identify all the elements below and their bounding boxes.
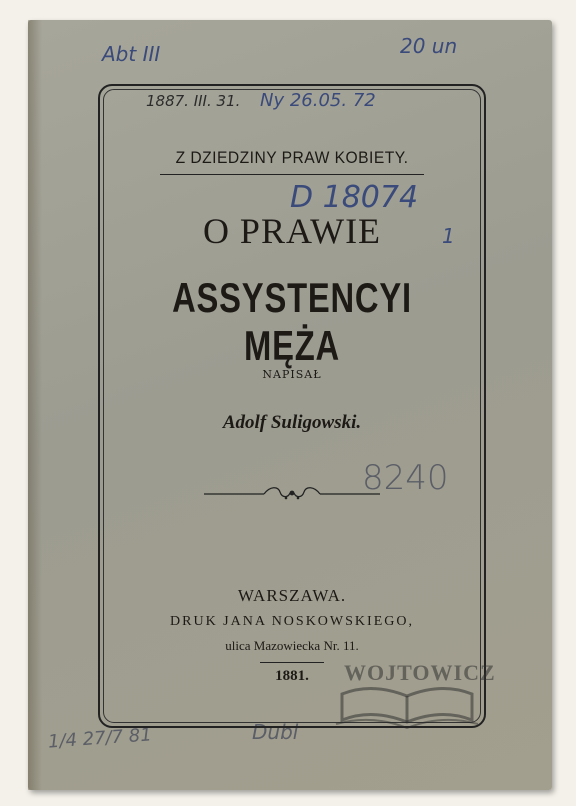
series-rule [160, 174, 424, 175]
spine-shadow [28, 20, 42, 790]
publication-year: 1881. [275, 668, 309, 684]
side-number-annotation: 8240 [362, 458, 449, 498]
watermark-book-icon [332, 680, 482, 730]
price-annotation: 20 un [400, 34, 458, 58]
date-annotation: 1887. III. 31. [146, 92, 241, 110]
title-frame [98, 84, 486, 728]
series-title: Z DZIEDZINY PRAW KOBIETY. [175, 148, 409, 167]
catalog-suffix-annotation: 1 [442, 224, 455, 248]
publication-city: WARSZAWA. [237, 586, 347, 605]
printer-name: DRUK JANA NOSKOWSKIEGO, [170, 614, 414, 629]
bottom-center-annotation: Dubl [252, 720, 299, 744]
catalog-number-annotation: D 18074 [290, 180, 419, 215]
byline-label: NAPISAŁ [262, 368, 322, 381]
watermark-text: WOJTOWICZ [344, 660, 496, 685]
shelf-annotation: Abt III [102, 42, 161, 66]
year-rule [260, 662, 324, 663]
printer-address: ulica Mazowiecka Nr. 11. [225, 638, 359, 653]
title-line-1: O PRAWIE [202, 211, 382, 251]
bottom-left-annotation: 1/4 27/7 81 [47, 724, 153, 753]
author-name: Adolf Suligowski. [222, 412, 362, 433]
ornament-divider-icon [204, 484, 380, 504]
title-line-2: ASSYSTENCYI MĘŻA [172, 274, 412, 369]
book-cover [28, 20, 552, 790]
library-mark-annotation: Ny 26.05. 72 [260, 90, 376, 111]
